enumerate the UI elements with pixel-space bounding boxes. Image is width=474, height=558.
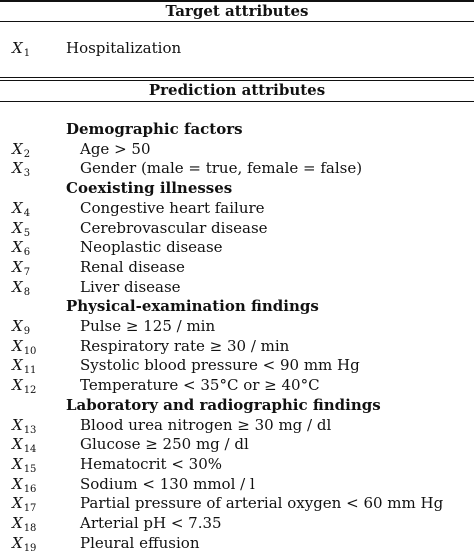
target-label: Hospitalization: [66, 39, 182, 57]
attribute-label: Cerebrovascular disease: [80, 218, 268, 237]
attribute-variable: $X_{13}$: [12, 415, 37, 436]
attribute-row: [0, 278, 474, 298]
attribute-label: Renal disease: [80, 257, 185, 276]
attribute-variable: $X_{18}$: [12, 514, 37, 534]
attribute-label: Systolic blood pressure < 90 mm Hg: [80, 356, 360, 375]
group-heading: [0, 396, 474, 416]
attribute-variable: $X_{11}$: [12, 356, 37, 377]
attribute-row: [0, 337, 474, 357]
attribute-label: Sodium < 130 mmol / l: [80, 474, 255, 493]
attribute-label: Gender (male = true, female = false): [80, 159, 363, 178]
attribute-variable: $X_{14}$: [12, 435, 37, 456]
attribute-label: Pleural effusion: [80, 533, 200, 552]
attribute-row: [0, 356, 474, 376]
attribute-row: [0, 159, 474, 179]
group-title: Laboratory and radiographic findings: [66, 395, 381, 414]
attribute-variable: $X_{10}$: [12, 336, 37, 357]
attribute-variable: $X_5$: [12, 218, 31, 239]
attribute-label: Congestive heart failure: [80, 198, 265, 217]
attribute-row: [0, 475, 474, 495]
group-title: Coexisting illnesses: [66, 179, 233, 198]
attribute-variable: $X_{19}$: [12, 533, 37, 554]
attribute-variable: $X_9$: [12, 317, 31, 337]
attribute-row: [0, 514, 474, 534]
group-heading: [0, 297, 474, 317]
attribute-row: [0, 199, 474, 219]
attribute-label: Liver disease: [80, 277, 181, 296]
attribute-variable: $X_7$: [12, 257, 31, 278]
attribute-label: Arterial pH < 7.35: [80, 514, 222, 532]
group-title: Demographic factors: [66, 120, 243, 138]
attribute-label: Temperature < 35°C or ≥ 40°C: [80, 376, 320, 395]
attribute-variable: $X_{17}$: [12, 494, 37, 515]
attribute-row: [0, 494, 474, 514]
attribute-row: [0, 416, 474, 436]
group-title: Physical-examination findings: [66, 297, 319, 316]
attribute-row: [0, 317, 474, 337]
prediction-attributes-header: Prediction attributes: [148, 81, 326, 99]
group-heading: [0, 120, 474, 140]
attribute-row: [0, 258, 474, 278]
attribute-label: Age > 50: [80, 139, 151, 158]
attribute-row: [0, 435, 474, 455]
target-variable: $X_1$: [12, 39, 31, 59]
attribute-variable: $X_4$: [12, 198, 31, 219]
attribute-variable: $X_{16}$: [12, 474, 37, 495]
attribute-label: Pulse ≥ 125 / min: [80, 317, 216, 335]
attribute-variable: $X_8$: [12, 277, 31, 298]
attribute-variable: $X_2$: [12, 139, 31, 160]
attribute-row: [0, 140, 474, 160]
attribute-row: [0, 376, 474, 396]
attribute-row: [0, 455, 474, 475]
attribute-variable: $X_3$: [12, 159, 31, 180]
attribute-row: [0, 238, 474, 258]
attribute-label: Respiratory rate ≥ 30 / min: [80, 336, 290, 355]
attribute-variable: $X_{15}$: [12, 454, 37, 475]
target-attributes-header: Target attributes: [165, 2, 309, 20]
group-heading: [0, 179, 474, 199]
attribute-variable: $X_6$: [12, 238, 31, 259]
attribute-variable: $X_{12}$: [12, 376, 37, 397]
attribute-row: [0, 534, 474, 554]
attribute-label: Glucose ≥ 250 mg / dl: [80, 435, 249, 454]
attribute-label: Neoplastic disease: [80, 238, 223, 257]
attribute-label: Hematocrit < 30%: [80, 454, 223, 473]
attribute-label: Blood urea nitrogen ≥ 30 mg / dl: [80, 415, 332, 434]
target-header-rule: [0, 21, 474, 22]
attribute-label: Partial pressure of arterial oxygen < 60 mm Hg: [80, 494, 444, 513]
attribute-row: [0, 219, 474, 239]
prediction-header-rule: [0, 101, 474, 102]
section-separator-rule-1: [0, 77, 474, 78]
